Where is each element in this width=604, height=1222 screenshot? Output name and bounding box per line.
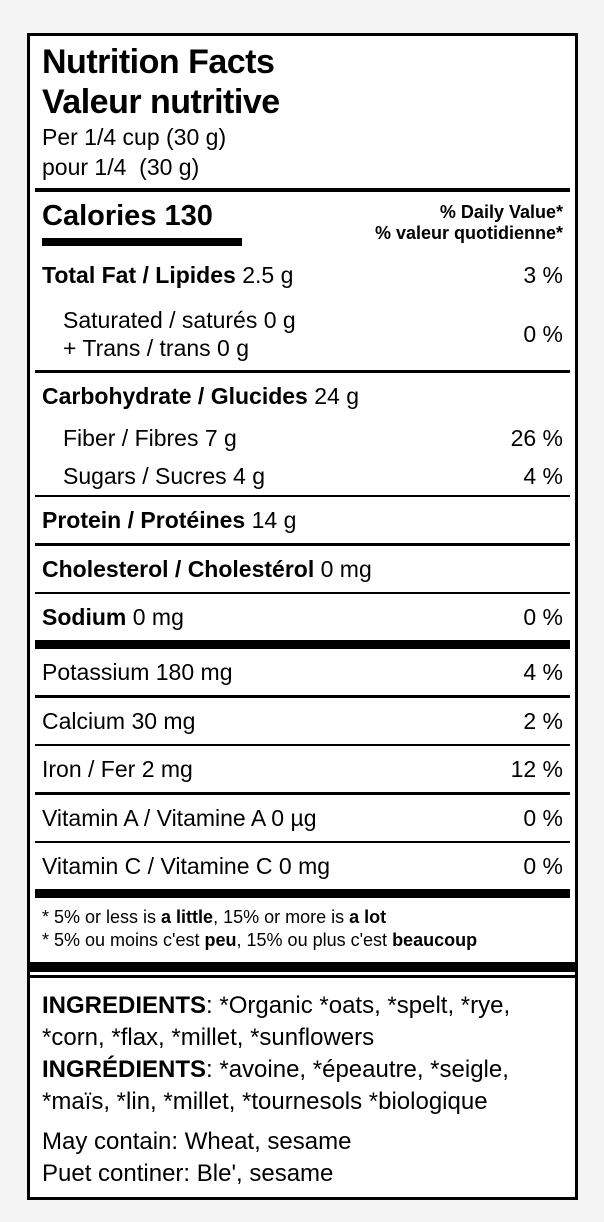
potassium-dv: 4 % — [523, 659, 563, 685]
title-en: Nutrition Facts — [42, 43, 275, 81]
vitamin-c-label: Vitamin C / Vitamine C 0 mg — [42, 853, 331, 879]
iron-label: Iron / Fer 2 mg — [42, 756, 193, 782]
daily-value-footnote — [30, 898, 575, 962]
daily-value-header-fr: % valeur quotidienne* — [374, 223, 563, 243]
footnote-fr-text-1: * 5% ou moins c'est — [42, 930, 205, 950]
saturated-trans-name — [42, 306, 513, 362]
fiber-label: Fiber / Fibres 7 g — [63, 424, 237, 451]
row-sodium — [30, 594, 575, 640]
trans-label: + Trans / trans 0 g — [63, 335, 250, 361]
protein-amount: 14 g — [251, 507, 297, 533]
calories-text — [42, 200, 242, 233]
may-contain-fr: Puet continer: Ble', sesame — [42, 1160, 334, 1187]
footnote-en-text-1: * 5% or less is — [42, 907, 162, 927]
calories-value: 130 — [164, 200, 213, 232]
calcium-dv: 2 % — [523, 707, 563, 734]
may-contain-en: May contain: Wheat, sesame — [42, 1128, 352, 1155]
title-fr: Valeur nutritive — [42, 83, 280, 121]
sugars-label: Sugars / Sucres 4 g — [63, 462, 265, 489]
footnote-en-bold-2: a lot — [349, 907, 387, 927]
potassium-label: Potassium 180 mg — [42, 659, 233, 685]
divider-footnote — [35, 889, 570, 898]
footnote-fr — [42, 929, 563, 952]
row-potassium — [30, 649, 575, 695]
protein-label: Protein / Protéines — [42, 507, 246, 533]
vitamin-c-dv: 0 % — [523, 853, 563, 879]
row-carbohydrate — [30, 373, 575, 419]
row-calcium — [30, 698, 575, 744]
carbohydrate-name — [42, 383, 563, 409]
fiber-dv: 26 % — [510, 424, 563, 451]
ingredients-section — [30, 978, 575, 1190]
sodium-dv: 0 % — [523, 604, 563, 630]
saturated-label: Saturated / saturés 0 g — [63, 307, 296, 333]
calories-row — [30, 192, 575, 252]
footnote-fr-text-2: , 15% ou plus c'est — [236, 930, 393, 950]
row-protein — [30, 497, 575, 543]
row-sugars — [30, 457, 575, 495]
row-fiber — [30, 419, 575, 457]
daily-value-header-en: % Daily Value* — [439, 202, 563, 222]
total-fat-label: Total Fat / Lipides — [42, 262, 236, 288]
row-total-fat — [30, 252, 575, 298]
saturated-trans-dv: 0 % — [523, 321, 563, 347]
row-total-fat-name — [42, 262, 513, 288]
calories-underline-bar — [42, 238, 242, 246]
ingredients-fr-label: INGRÉDIENTS — [42, 1056, 207, 1083]
footnote-en — [42, 906, 563, 929]
iron-dv: 12 % — [510, 756, 563, 782]
calcium-label: Calcium 30 mg — [42, 707, 196, 734]
sodium-amount: 0 mg — [132, 604, 184, 630]
label-header — [30, 36, 575, 182]
footnote-fr-bold-1: peu — [204, 930, 237, 950]
divider-label-bottom — [30, 962, 575, 972]
calories-block — [42, 200, 242, 246]
row-vitamin-c — [30, 843, 575, 889]
serving-size-en: Per 1/4 cup (30 g) — [42, 124, 227, 150]
row-vitamin-a — [30, 795, 575, 841]
sugars-dv: 4 % — [523, 462, 563, 489]
total-fat-amount: 2.5 g — [242, 262, 294, 288]
daily-value-header — [375, 200, 563, 244]
vitamin-a-label: Vitamin A / Vitamine A 0 µg — [42, 804, 317, 831]
ingredients-fr-list: : *avoine, *épeautre, *seigle, *maïs, *lin, *millet, *tournesols *biologique — [42, 1056, 509, 1115]
ingredients-en-list: : *Organic *oats, *spelt, *rye, *corn, *flax, *millet, *sunflowers — [42, 992, 511, 1051]
calories-label: Calories — [42, 200, 157, 232]
footnote-fr-bold-2: beaucoup — [392, 930, 478, 950]
footnote-en-text-2: , 15% or more is — [213, 907, 350, 927]
ingredients-fr — [42, 1054, 563, 1118]
carbohydrate-label: Carbohydrate / Glucides — [42, 382, 308, 409]
vitamin-a-dv: 0 % — [523, 804, 563, 831]
ingredients-en — [42, 990, 563, 1054]
protein-name — [42, 507, 563, 533]
sodium-label: Sodium — [42, 604, 127, 630]
serving-size-fr: pour 1/4 (30 g) — [42, 154, 200, 180]
row-cholesterol — [30, 546, 575, 592]
cholesterol-name — [42, 556, 563, 582]
cholesterol-amount: 0 mg — [320, 555, 372, 582]
total-fat-dv: 3 % — [523, 262, 563, 288]
sodium-name — [42, 604, 513, 630]
row-iron — [30, 746, 575, 792]
cholesterol-label: Cholesterol / Cholestérol — [42, 555, 315, 582]
divider-sodium-minerals — [35, 640, 570, 649]
nutrition-facts-label — [27, 33, 578, 1200]
ingredients-en-label: INGREDIENTS — [42, 992, 207, 1019]
row-saturated-trans — [30, 298, 575, 370]
footnote-en-bold-1: a little — [161, 907, 214, 927]
carbohydrate-amount: 24 g — [314, 382, 360, 409]
